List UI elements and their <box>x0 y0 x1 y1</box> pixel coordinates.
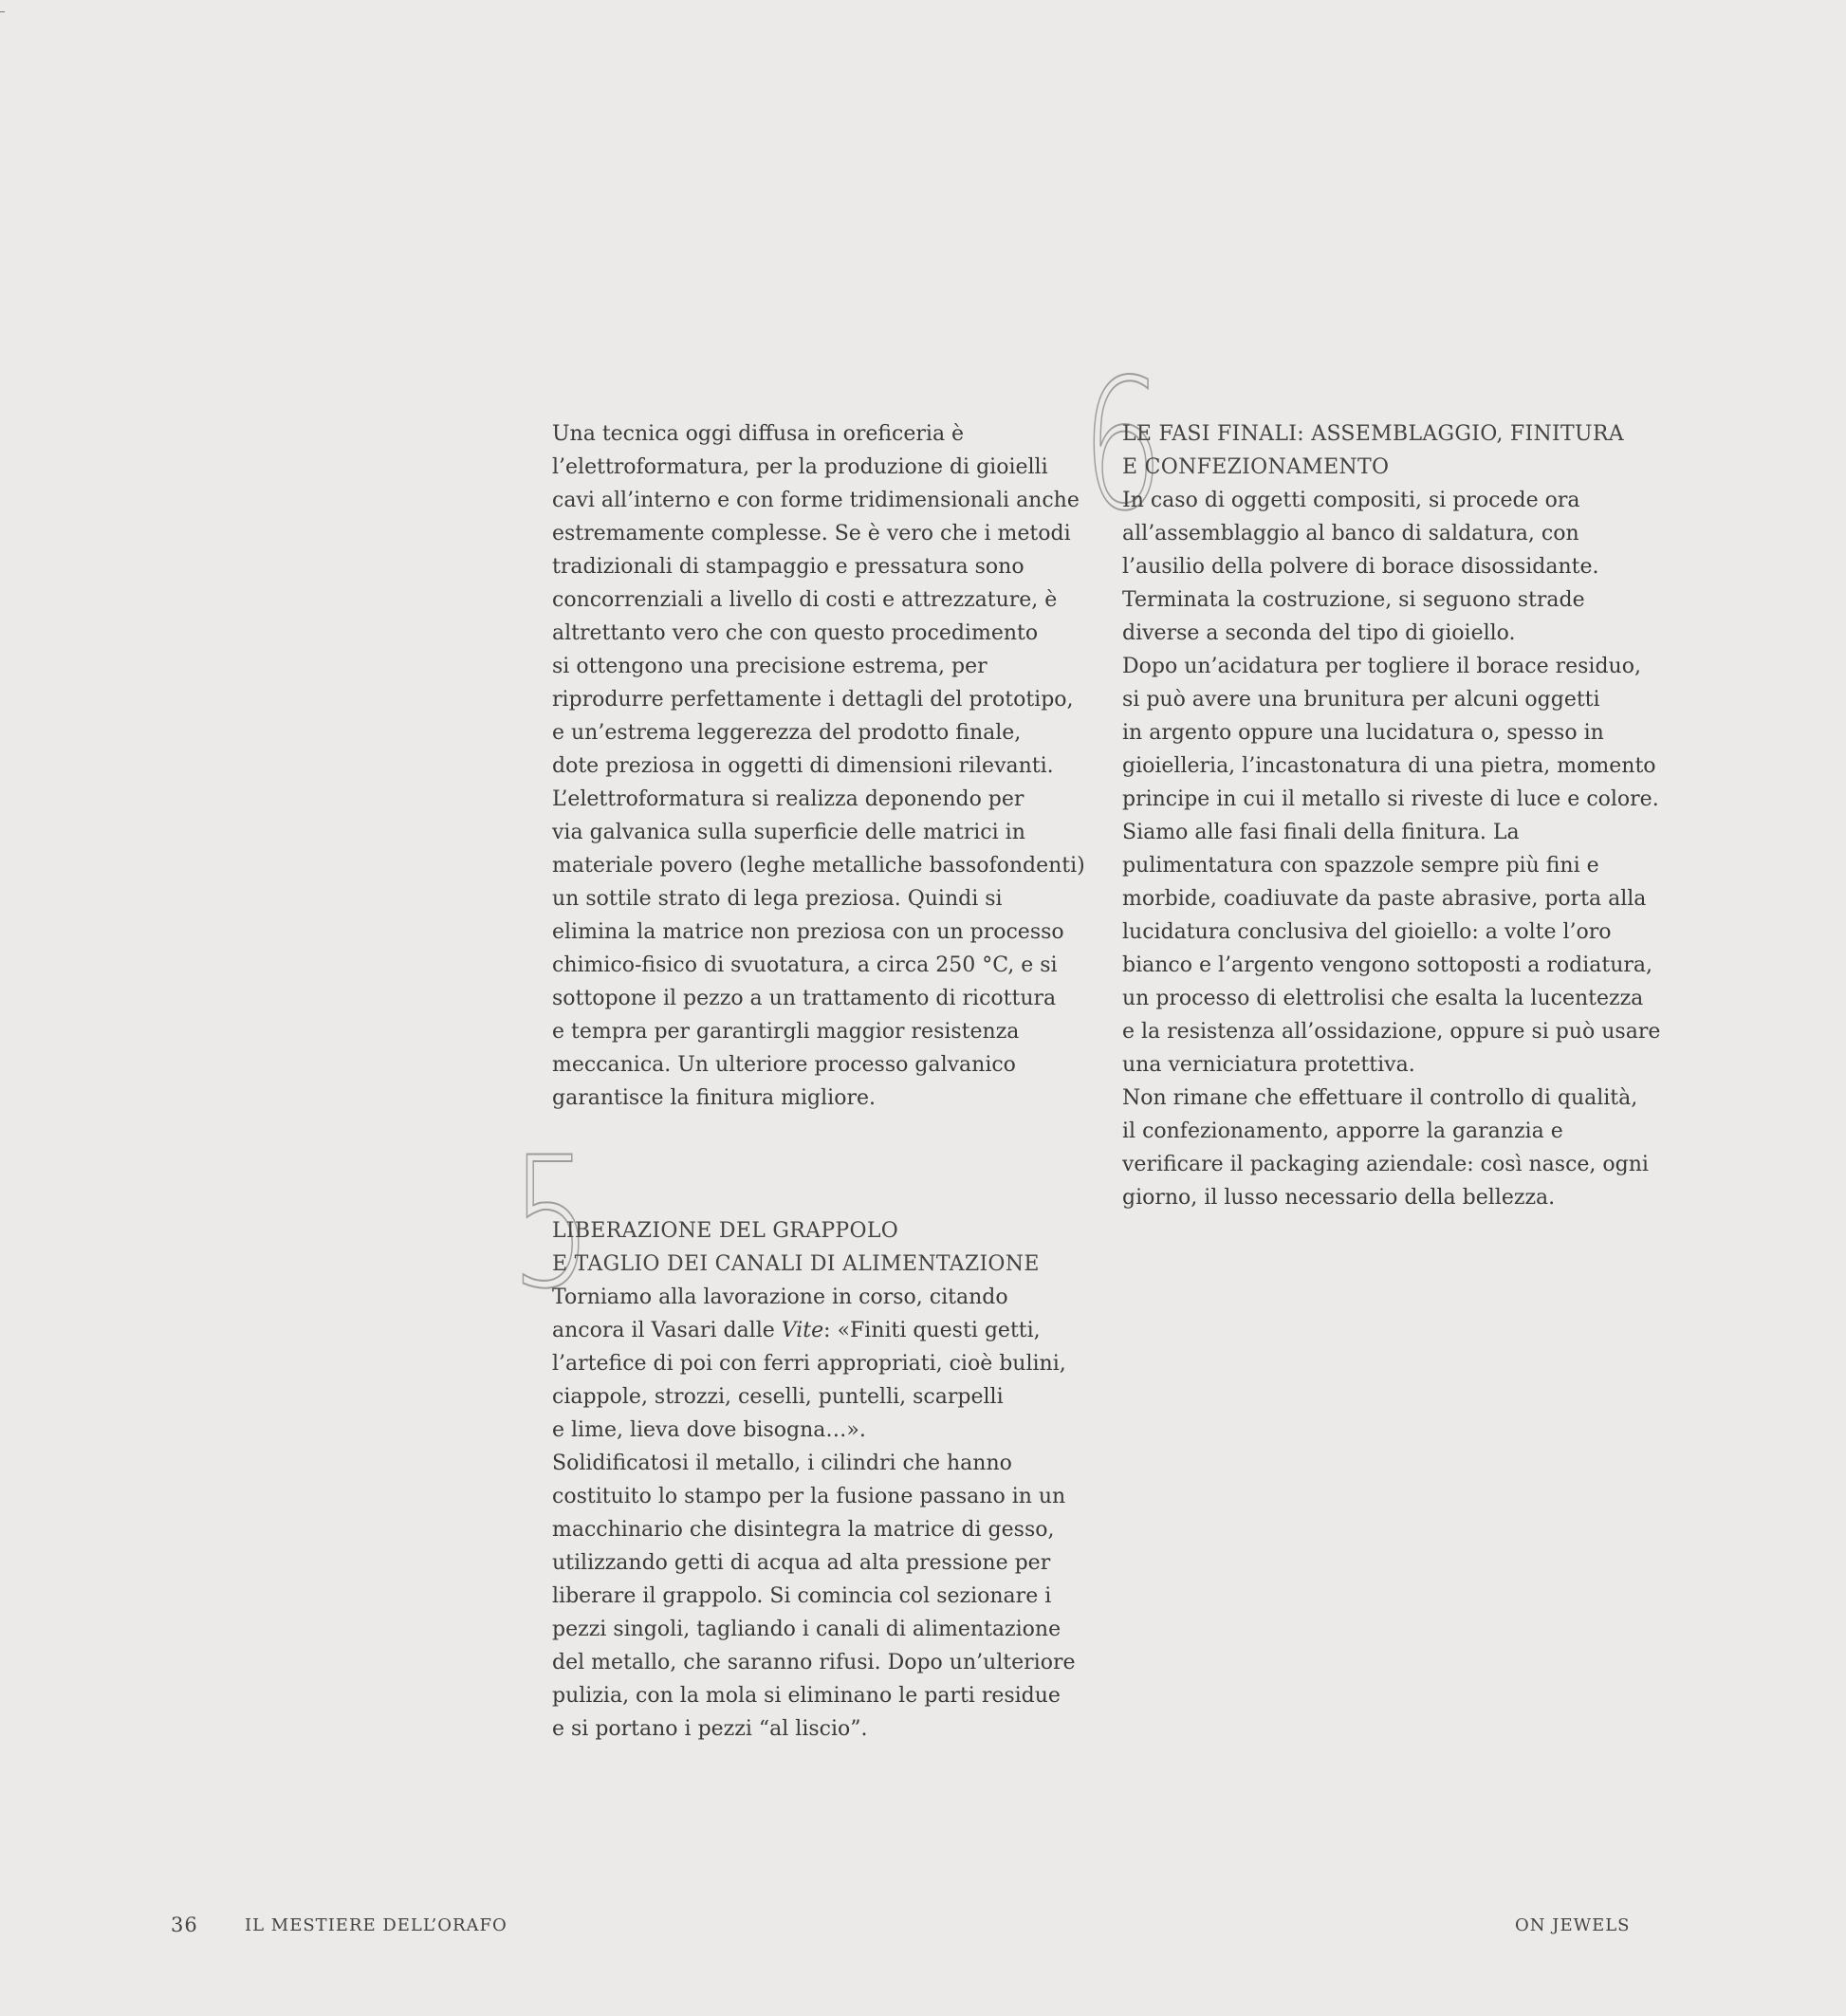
section-6-body-line: un processo di elettrolisi che esalta la lucentezza <box>1122 987 1644 1010</box>
intro-line: si ottengono una precisione estrema, per <box>552 655 988 678</box>
intro-line: tradizionali di stampaggio e pressatura sono <box>552 555 1025 579</box>
section-6-body-line: in argento oppure una lucidatura o, spesso in <box>1122 721 1604 745</box>
intro-line: elimina la matrice non preziosa con un processo <box>552 920 1064 944</box>
intro-line: riprodurre perfettamente i dettagli del prototipo, <box>552 688 1074 712</box>
section-6-body-line: Terminata la costruzione, si seguono strade <box>1122 588 1585 612</box>
section-5-body-line: Solidificatosi il metallo, i cilindri che hanno <box>552 1452 1012 1475</box>
section-6-body-line: e la resistenza all’ossidazione, oppure si può usare <box>1122 1020 1661 1044</box>
section-5-body-line-with-citation: ancora il Vasari dalle Vite: «Finiti questi getti, <box>552 1319 1041 1342</box>
intro-line: altrettanto vero che con questo procedimento <box>552 621 1039 645</box>
section-6-column <box>1122 417 1661 1214</box>
intro-line: dote preziosa in oggetti di dimensioni rilevanti. <box>552 754 1054 778</box>
section-5-title-line-2: E TAGLIO DEI CANALI DI ALIMENTAZIONE <box>552 1252 1040 1276</box>
intro-line: sottopone il pezzo a un trattamento di ricottura <box>552 987 1057 1010</box>
running-title: IL MESTIERE DELL’ORAFO <box>245 1915 508 1935</box>
page-number: 36 <box>171 1914 198 1936</box>
intro-line: un sottile strato di lega preziosa. Quindi si <box>552 887 1003 911</box>
section-5-title-line-1: LIBERAZIONE DEL GRAPPOLO <box>552 1219 899 1243</box>
intro-line: meccanica. Un ulteriore processo galvanico <box>552 1053 1016 1077</box>
section-6-body-line: principe in cui il metallo si riveste di luce e colore. <box>1122 787 1659 811</box>
section-5-body-line: Torniamo alla lavorazione in corso, citando <box>552 1285 1008 1309</box>
section-5-body-line: pulizia, con la mola si eliminano le parti residue <box>552 1684 1061 1708</box>
section-6-body <box>1122 484 1661 1214</box>
book-title-vite: Vite <box>781 1319 824 1342</box>
section-6-body-line: lucidatura conclusiva del gioiello: a volte l’oro <box>1122 920 1612 944</box>
section-6-number: 6 <box>1081 341 1165 550</box>
intro-line: garantisce la finitura migliore. <box>552 1086 876 1110</box>
section-5-column <box>552 1214 1076 1746</box>
intro-line: chimico-fisico di svuotatura, a circa 250 °C, e si <box>552 953 1058 977</box>
section-5-body-line: costituito lo stampo per la fusione passano in un <box>552 1485 1066 1508</box>
section-6-body-line: bianco e l’argento vengono sottoposti a rodiatura, <box>1122 953 1653 977</box>
section-6-body-line: Dopo un’acidatura per togliere il borace residuo, <box>1122 655 1641 678</box>
section-6-title-line-1: LE FASI FINALI: ASSEMBLAGGIO, FINITURA <box>1122 422 1624 446</box>
section-5-body-line: e lime, lieva dove bisogna…». <box>552 1418 866 1442</box>
section-6-body-line: In caso di oggetti compositi, si procede ora <box>1122 489 1580 512</box>
intro-text-column <box>552 417 1085 1115</box>
section-5-body-line: macchinario che disintegra la matrice di gesso, <box>552 1518 1055 1542</box>
intro-line: cavi all’interno e con forme tridimensionali anche <box>552 489 1080 512</box>
section-6-body-line: gioielleria, l’incastonatura di una pietra, momento <box>1122 754 1656 778</box>
section-6-body-line: l’ausilio della polvere di borace disossidante. <box>1122 555 1599 579</box>
section-6-body-line: Siamo alle fasi finali della finitura. La <box>1122 821 1520 844</box>
section-5-body-line: utilizzando getti di acqua ad alta pressione per <box>552 1551 1051 1575</box>
section-6-body-line: all’assemblaggio al banco di saldatura, con <box>1122 522 1579 546</box>
section-6-body-line: morbide, coadiuvate da paste abrasive, porta alla <box>1122 887 1647 911</box>
intro-line: e un’estrema leggerezza del prodotto finale, <box>552 721 1022 745</box>
section-6-title-line-2: E CONFEZIONAMENTO <box>1122 455 1390 479</box>
intro-line: e tempra per garantirgli maggior resistenza <box>552 1020 1020 1044</box>
section-5-body-line: liberare il grappolo. Si comincia col sezionare i <box>552 1584 1052 1608</box>
section-6-body-line: diverse a seconda del tipo di gioiello. <box>1122 621 1516 645</box>
section-6-body-line: si può avere una brunitura per alcuni oggetti <box>1122 688 1600 712</box>
section-6-body-line: Non rimane che effettuare il controllo di qualità, <box>1122 1086 1638 1110</box>
intro-line: l’elettroformatura, per la produzione di gioielli <box>552 455 1048 479</box>
running-title-right: ON JEWELS <box>1515 1915 1631 1935</box>
section-5-body-line: l’artefice di poi con ferri appropriati, cioè bulini, <box>552 1352 1066 1376</box>
intro-line: Una tecnica oggi diffusa in oreficeria è <box>552 422 965 446</box>
section-6-body-line: giorno, il lusso necessario della bellezza. <box>1122 1186 1556 1210</box>
intro-line: materiale povero (leghe metalliche bassofondenti) <box>552 854 1085 878</box>
section-6-body-line: verificare il packaging aziendale: così nasce, ogni <box>1122 1153 1649 1176</box>
section-5-number: 5 <box>510 1119 594 1328</box>
section-5-body-line: ciappole, strozzi, ceselli, puntelli, scarpelli <box>552 1385 1004 1409</box>
intro-line: concorrenziali a livello di costi e attrezzature, è <box>552 588 1058 612</box>
section-5-body-line: del metallo, che saranno rifusi. Dopo un’ulteriore <box>552 1651 1076 1674</box>
section-5-body-rest <box>552 1347 1076 1746</box>
section-5-body-line: e si portano i pezzi “al liscio”. <box>552 1717 868 1741</box>
section-6-body-line: una verniciatura protettiva. <box>1122 1053 1415 1077</box>
corner-crop-mark <box>0 11 5 12</box>
section-6-body-line: il confezionamento, apporre la garanzia e <box>1122 1119 1563 1143</box>
intro-line: via galvanica sulla superficie delle matrici in <box>552 821 1025 844</box>
section-6-body-line: pulimentatura con spazzole sempre più fini e <box>1122 854 1599 878</box>
intro-line: estremamente complesse. Se è vero che i metodi <box>552 522 1071 546</box>
section-5-body-line: pezzi singoli, tagliando i canali di alimentazione <box>552 1618 1061 1641</box>
intro-line: L’elettroformatura si realizza deponendo per <box>552 787 1025 811</box>
